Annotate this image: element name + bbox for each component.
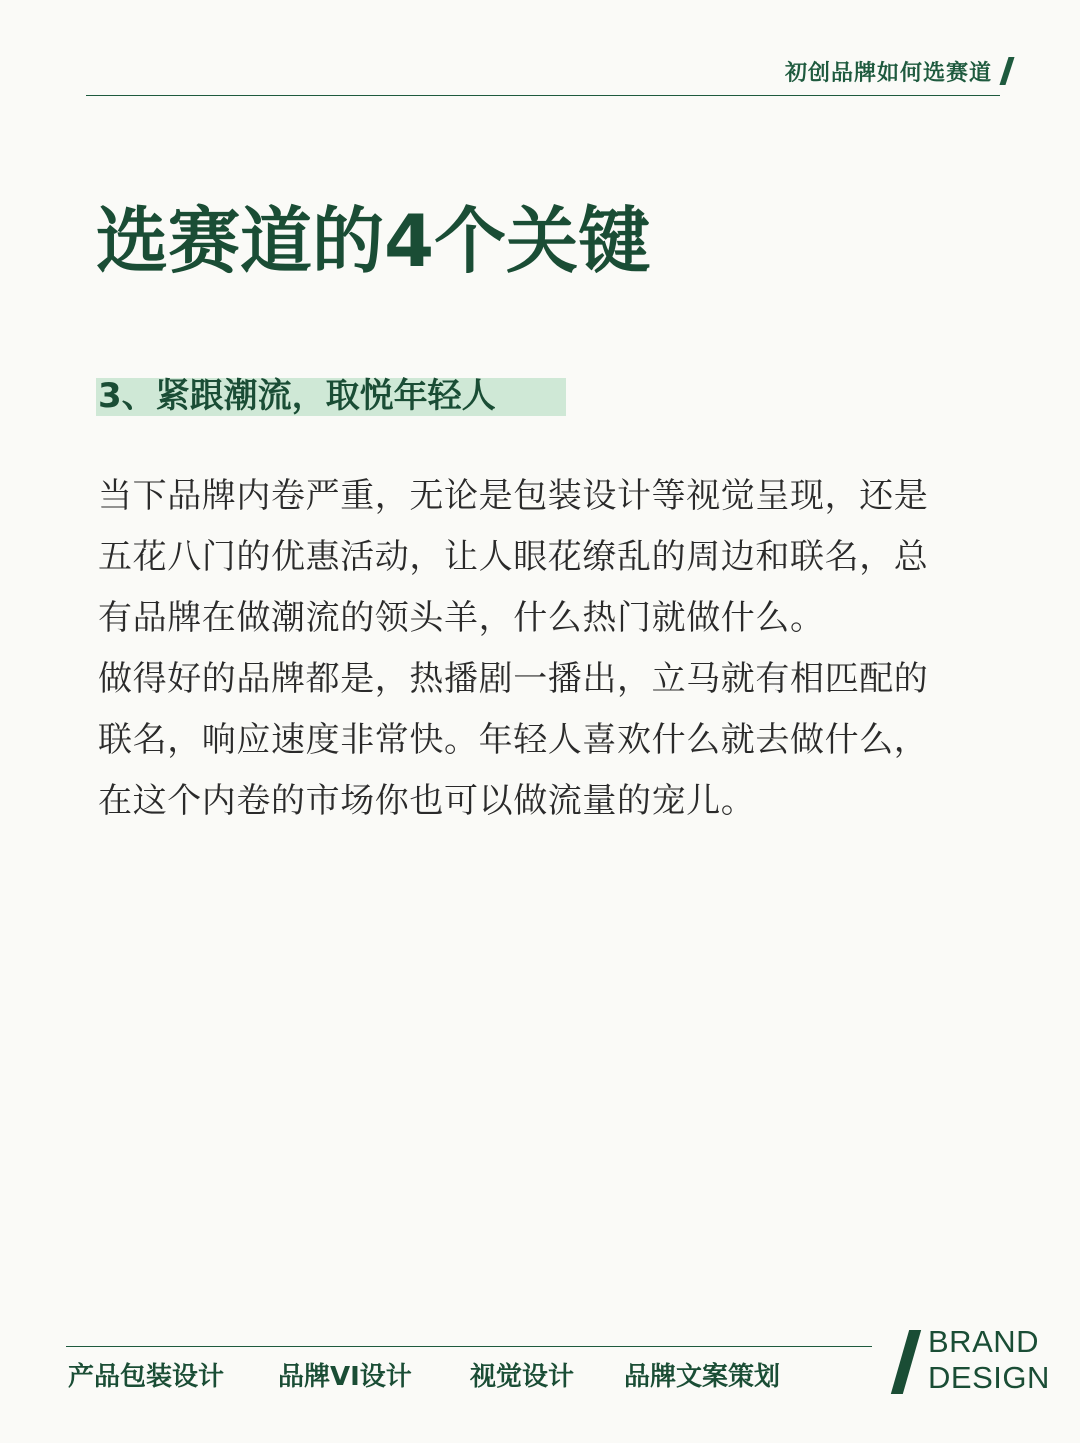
footer-item-visual: 视觉设计 bbox=[470, 1362, 575, 1392]
brand-logo-text bbox=[928, 1324, 1050, 1396]
section-heading: 3、紧跟潮流，取悦年轻人 bbox=[98, 376, 496, 416]
footer-divider bbox=[66, 1346, 872, 1347]
footer-nav bbox=[68, 1357, 868, 1397]
body-paragraph-1: 当下品牌内卷严重，无论是包装设计等视觉呈现，还是五花八门的优惠活动，让人眼花缭乱的周边和联名，总有品牌在做潮流的领头羊，什么热门就做什么。 bbox=[98, 476, 929, 638]
brand-line-2: DESIGN bbox=[928, 1360, 1050, 1395]
brand-line-1: BRAND bbox=[928, 1324, 1040, 1359]
footer-item-vi: 品牌VI设计 bbox=[278, 1362, 412, 1392]
header-divider bbox=[86, 95, 1000, 96]
header-series-label: 初创品牌如何选赛道 bbox=[784, 61, 992, 86]
footer-item-copywriting: 品牌文案策划 bbox=[624, 1362, 781, 1392]
footer-item-packaging: 产品包装设计 bbox=[68, 1362, 225, 1392]
body-text bbox=[98, 466, 950, 832]
brand-slash-mark bbox=[891, 1330, 921, 1394]
page-title: 选赛道的4个关键 bbox=[96, 199, 651, 283]
header-slash-mark bbox=[999, 57, 1014, 85]
body-paragraph-2: 做得好的品牌都是，热播剧一播出，立马就有相匹配的联名，响应速度非常快。年轻人喜欢什么就去做什么，在这个内卷的市场你也可以做流量的宠儿。 bbox=[98, 659, 929, 821]
